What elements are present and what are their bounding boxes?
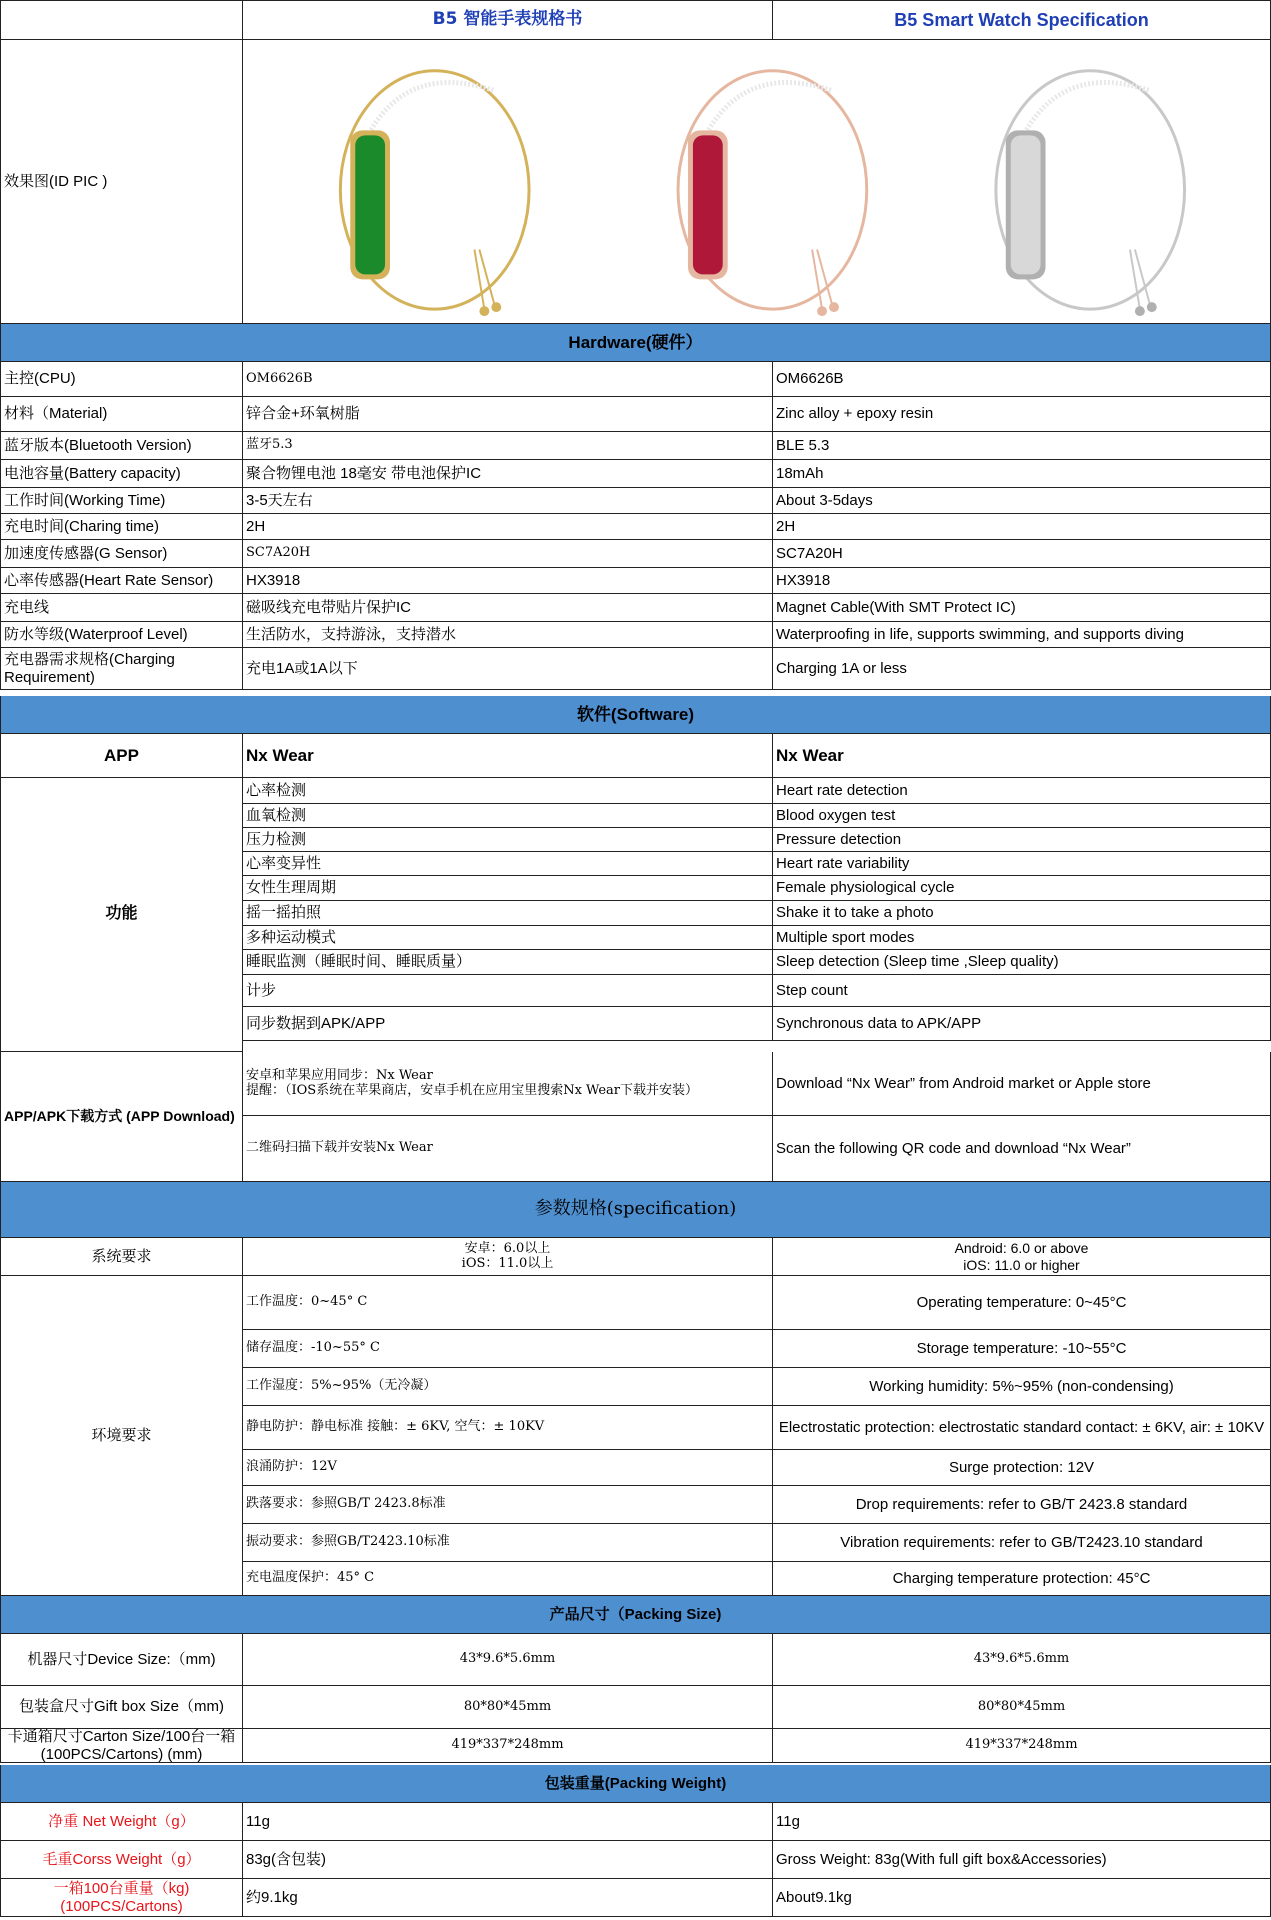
packing-size-value-en: 419*337*248mm — [773, 1729, 1271, 1763]
packing-weight-value-en: 11g — [773, 1803, 1271, 1841]
packing-weight-value-cn: 83g(含包装) — [243, 1841, 773, 1879]
hardware-value-cn: 磁吸线充电带贴片保护IC — [243, 594, 773, 622]
system-en — [773, 1238, 1271, 1276]
hardware-row — [0, 540, 1271, 568]
packing-weight-header-row — [0, 1765, 1271, 1803]
download-cn-line2: 提醒：（IOS系统在苹果商店，安卓手机在应用宝里搜索Nx Wear下载并安装） — [246, 1082, 698, 1098]
hardware-row — [0, 488, 1271, 514]
bracelet-red-image — [678, 70, 867, 315]
functions-label: 功能 — [0, 778, 243, 1052]
function-value-en: Blood oxygen test — [773, 804, 1271, 828]
env-row — [243, 1524, 1271, 1562]
hardware-value-en: About 3-5days — [773, 488, 1271, 514]
qr-row — [243, 1116, 1271, 1182]
hardware-row — [0, 622, 1271, 648]
env-value-cn: 工作湿度：5%~95%（无冷凝） — [243, 1368, 773, 1406]
hardware-label: 充电线 — [0, 594, 243, 622]
env-row — [243, 1562, 1271, 1596]
hardware-row — [0, 648, 1271, 690]
download-en: Download “Nx Wear” from Android market or Apple store — [773, 1052, 1271, 1116]
system-cn-line1: 安卓：6.0以上 — [464, 1240, 551, 1256]
env-row — [243, 1368, 1271, 1406]
hardware-value-en: 18mAh — [773, 460, 1271, 488]
hardware-label: 蓝牙版本(Bluetooth Version) — [0, 432, 243, 460]
hardware-value-en: HX3918 — [773, 568, 1271, 594]
function-value-en: Multiple sport modes — [773, 926, 1271, 950]
function-value-cn: 血氧检测 — [243, 804, 773, 828]
packing-size-value-cn: 43*9.6*5.6mm — [243, 1634, 773, 1686]
env-value-en: Electrostatic protection: electrostatic standard contact: ± 6KV, air: ± 10KV — [773, 1406, 1271, 1450]
hardware-value-en: Waterproofing in life, supports swimming, and supports diving — [773, 622, 1271, 648]
software-title: 软件(Software) — [0, 696, 1271, 734]
env-row — [243, 1330, 1271, 1368]
env-row — [243, 1276, 1271, 1330]
download-label-cell — [0, 1052, 243, 1182]
app-name-cn: Nx Wear — [243, 734, 773, 778]
packing-weight-label: 一箱100台重量（kg)(100PCS/Cartons) — [0, 1879, 243, 1917]
function-row — [243, 901, 1271, 926]
function-value-en: Shake it to take a photo — [773, 901, 1271, 926]
id-pic-row — [0, 40, 1271, 324]
hardware-value-en: Charging 1A or less — [773, 648, 1271, 690]
hardware-value-cn: HX3918 — [243, 568, 773, 594]
bracelet-silver-image — [996, 70, 1185, 315]
packing-size-value-en: 43*9.6*5.6mm — [773, 1634, 1271, 1686]
packing-weight-value-en: Gross Weight: 83g(With full gift box&Accessories) — [773, 1841, 1271, 1879]
app-row — [0, 734, 1271, 778]
hardware-value-cn: 生活防水，支持游泳，支持潜水 — [243, 622, 773, 648]
hardware-label: 主控(CPU) — [0, 362, 243, 397]
packing-weight-row — [0, 1879, 1271, 1917]
packing-weight-label: 毛重Corss Weight（g） — [0, 1841, 243, 1879]
spec-title: 参数规格(specification) — [0, 1182, 1271, 1238]
function-value-cn: 同步数据到APK/APP — [243, 1007, 773, 1041]
function-value-cn: 摇一摇拍照 — [243, 901, 773, 926]
packing-weight-value-cn: 约9.1kg — [243, 1879, 773, 1917]
function-value-cn: 计步 — [243, 975, 773, 1007]
hardware-row — [0, 432, 1271, 460]
download-cn-line1: 安卓和苹果应用同步：Nx Wear — [246, 1067, 433, 1083]
env-value-en: Surge protection: 12V — [773, 1450, 1271, 1486]
hardware-label: 心率传感器(Heart Rate Sensor) — [0, 568, 243, 594]
function-value-cn: 女性生理周期 — [243, 876, 773, 901]
bracelet-green-image — [340, 70, 529, 315]
packing-size-label: 机器尺寸Device Size:（mm) — [0, 1634, 243, 1686]
env-value-en: Charging temperature protection: 45°C — [773, 1562, 1271, 1596]
function-value-en: Heart rate variability — [773, 852, 1271, 876]
function-value-cn: 睡眠监测（睡眠时间、睡眠质量） — [243, 950, 773, 975]
function-value-en: Sleep detection (Sleep time ,Sleep quality) — [773, 950, 1271, 975]
id-pic-label: 效果图(ID PIC ) — [0, 40, 243, 324]
system-label: 系统要求 — [0, 1238, 243, 1276]
env-value-en: Operating temperature: 0~45°C — [773, 1276, 1271, 1330]
function-row — [243, 975, 1271, 1007]
function-value-en: Synchronous data to APK/APP — [773, 1007, 1271, 1041]
title-row — [0, 0, 1271, 40]
hardware-label: 工作时间(Working Time) — [0, 488, 243, 514]
packing-weight-label: 净重 Net Weight（g） — [0, 1803, 243, 1841]
title-blank — [0, 0, 243, 40]
packing-weight-title: 包装重量(Packing Weight) — [0, 1765, 1271, 1803]
hardware-value-cn: SC7A20H — [243, 540, 773, 568]
hardware-label: 电池容量(Battery capacity) — [0, 460, 243, 488]
download-row — [243, 1052, 1271, 1116]
function-value-cn: 心率检测 — [243, 778, 773, 804]
hardware-value-en: 2H — [773, 514, 1271, 540]
env-value-en: Vibration requirements: refer to GB/T2423.10 standard — [773, 1524, 1271, 1562]
env-value-cn: 工作温度：0~45° C — [243, 1276, 773, 1330]
packing-size-value-en: 80*80*45mm — [773, 1686, 1271, 1729]
packing-weight-value-en: About9.1kg — [773, 1879, 1271, 1917]
function-row — [243, 852, 1271, 876]
system-cn — [243, 1238, 773, 1276]
function-row — [243, 778, 1271, 804]
app-name-en: Nx Wear — [773, 734, 1271, 778]
function-row — [243, 950, 1271, 975]
title-cn: B5 智能手表规格书 — [243, 0, 773, 40]
hardware-header-row — [0, 324, 1271, 362]
qr-cn: 二维码扫描下载并安装Nx Wear — [243, 1116, 773, 1182]
hardware-value-cn: OM6626B — [243, 362, 773, 397]
hardware-row — [0, 362, 1271, 397]
env-row — [243, 1406, 1271, 1450]
function-row — [243, 804, 1271, 828]
system-cn-line2: iOS：11.0以上 — [461, 1255, 554, 1271]
system-en-line1: Android: 6.0 or above — [954, 1240, 1089, 1257]
software-header-row — [0, 696, 1271, 734]
env-value-cn: 储存温度：-10~55° C — [243, 1330, 773, 1368]
function-value-en: Step count — [773, 975, 1271, 1007]
env-value-cn: 静电防护：静电标准 接触：± 6KV, 空气：± 10KV — [243, 1406, 773, 1450]
hardware-value-cn: 聚合物锂电池 18毫安 带电池保护IC — [243, 460, 773, 488]
env-value-en: Storage temperature: -10~55°C — [773, 1330, 1271, 1368]
env-value-cn: 跌落要求：参照GB/T 2423.8标准 — [243, 1486, 773, 1524]
packing-weight-row — [0, 1803, 1271, 1841]
hardware-label: 充电时间(Charing time) — [0, 514, 243, 540]
hardware-value-en: BLE 5.3 — [773, 432, 1271, 460]
system-row — [0, 1238, 1271, 1276]
functions-label-cell — [0, 778, 243, 1052]
hardware-value-en: Magnet Cable(With SMT Protect IC) — [773, 594, 1271, 622]
packing-size-row — [0, 1686, 1271, 1729]
hardware-label: 防水等级(Waterproof Level) — [0, 622, 243, 648]
hardware-row — [0, 514, 1271, 540]
env-value-cn: 充电温度保护：45° C — [243, 1562, 773, 1596]
id-pic-images — [243, 40, 1271, 324]
env-value-cn: 浪涌防护：12V — [243, 1450, 773, 1486]
spec-header-row — [0, 1182, 1271, 1238]
hardware-value-cn: 锌合金+环氧树脂 — [243, 397, 773, 432]
app-label: APP — [0, 734, 243, 778]
env-row — [243, 1486, 1271, 1524]
packing-weight-row — [0, 1841, 1271, 1879]
hardware-value-en: SC7A20H — [773, 540, 1271, 568]
packing-size-row — [0, 1729, 1271, 1763]
function-value-cn: 多种运动模式 — [243, 926, 773, 950]
packing-size-row — [0, 1634, 1271, 1686]
function-row — [243, 876, 1271, 901]
function-value-cn: 心率变异性 — [243, 852, 773, 876]
function-row — [243, 1007, 1271, 1041]
download-cn — [243, 1052, 773, 1116]
hardware-row — [0, 397, 1271, 432]
hardware-value-en: OM6626B — [773, 362, 1271, 397]
function-row — [243, 926, 1271, 950]
packing-size-label: 包装盒尺寸Gift box Size（mm) — [0, 1686, 243, 1729]
title-en: B5 Smart Watch Specification — [773, 0, 1271, 40]
env-value-cn: 振动要求：参照GB/T2423.10标准 — [243, 1524, 773, 1562]
hardware-value-cn: 2H — [243, 514, 773, 540]
env-value-en: Working humidity: 5%~95% (non-condensing) — [773, 1368, 1271, 1406]
hardware-row — [0, 568, 1271, 594]
hardware-value-en: Zinc alloy + epoxy resin — [773, 397, 1271, 432]
function-value-en: Female physiological cycle — [773, 876, 1271, 901]
hardware-label: 充电器需求规格(Charging Requirement) — [0, 648, 243, 690]
hardware-value-cn: 蓝牙5.3 — [243, 432, 773, 460]
hardware-value-cn: 充电1A或1A以下 — [243, 648, 773, 690]
function-value-en: Heart rate detection — [773, 778, 1271, 804]
env-label: 环境要求 — [0, 1276, 243, 1596]
env-value-en: Drop requirements: refer to GB/T 2423.8 standard — [773, 1486, 1271, 1524]
system-en-line2: iOS: 11.0 or higher — [963, 1256, 1080, 1273]
hardware-label: 加速度传感器(G Sensor) — [0, 540, 243, 568]
qr-en: Scan the following QR code and download “Nx Wear” — [773, 1116, 1271, 1182]
hardware-title: Hardware(硬件） — [0, 324, 1271, 362]
hardware-row — [0, 594, 1271, 622]
function-value-cn: 压力检测 — [243, 828, 773, 852]
hardware-row — [0, 460, 1271, 488]
hardware-label: 材料（Material) — [0, 397, 243, 432]
packing-size-title: 产品尺寸（Packing Size) — [0, 1596, 1271, 1634]
download-label: APP/APK下载方式 (APP Download) — [0, 1052, 243, 1182]
env-row — [243, 1450, 1271, 1486]
packing-size-label: 卡通箱尺寸Carton Size/100台一箱(100PCS/Cartons) (mm) — [0, 1729, 243, 1763]
env-label-cell — [0, 1276, 243, 1596]
packing-size-header-row — [0, 1596, 1271, 1634]
packing-size-value-cn: 419*337*248mm — [243, 1729, 773, 1763]
function-row — [243, 828, 1271, 852]
bracelet-images — [246, 40, 1267, 324]
packing-size-value-cn: 80*80*45mm — [243, 1686, 773, 1729]
hardware-value-cn: 3-5天左右 — [243, 488, 773, 514]
function-value-en: Pressure detection — [773, 828, 1271, 852]
packing-weight-value-cn: 11g — [243, 1803, 773, 1841]
